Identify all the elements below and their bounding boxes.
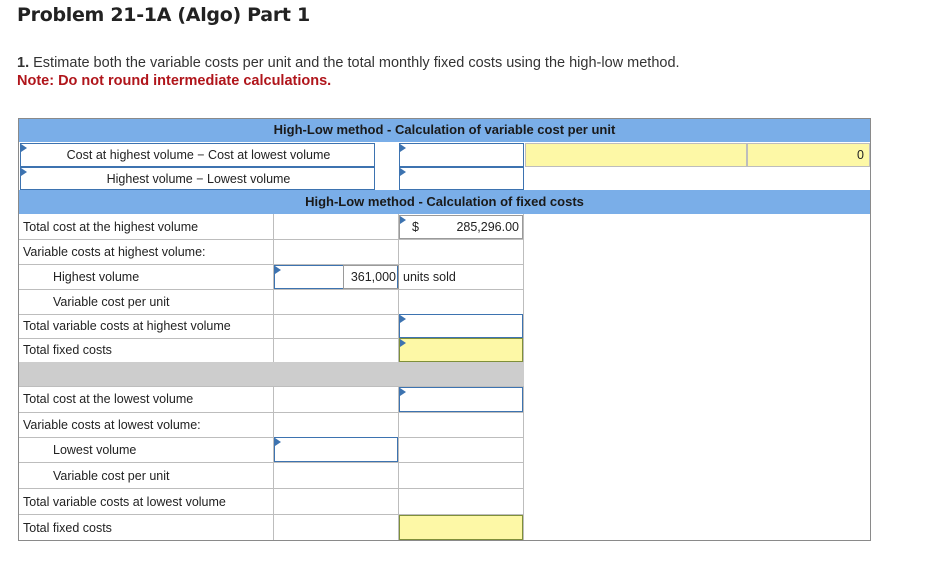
section-separator xyxy=(19,362,524,386)
high-variable-costs-label: Variable costs at highest volume: xyxy=(23,245,206,259)
numerator-label: Cost at highest volume − Cost at lowest volume xyxy=(66,148,331,162)
low-fixed-costs-label: Total fixed costs xyxy=(23,521,112,535)
denominator-label: Highest volume − Lowest volume xyxy=(106,172,291,186)
low-total-cost-marker-icon xyxy=(400,388,406,396)
fixed-cost-header: High-Low method - Calculation of fixed costs xyxy=(19,190,870,214)
instruction-number: 1. xyxy=(17,55,30,71)
high-total-cost-cell xyxy=(399,215,523,239)
units-sold-label: units sold xyxy=(403,270,456,284)
denominator-label-field[interactable] xyxy=(20,167,375,190)
high-fixed-costs-marker-icon xyxy=(400,339,406,347)
instruction xyxy=(17,55,680,71)
high-total-cost-value: 285,296.00 xyxy=(456,220,519,234)
denominator-value-input[interactable] xyxy=(399,167,524,190)
low-total-cost-input[interactable] xyxy=(399,387,523,412)
high-fixed-costs-input[interactable] xyxy=(399,338,523,362)
high-low-worksheet xyxy=(18,118,871,541)
note-text: Note: Do not round intermediate calculations. xyxy=(17,73,332,89)
grid-divider xyxy=(19,289,524,290)
lowest-volume-label: Lowest volume xyxy=(53,443,137,457)
variable-cost-result: 0 xyxy=(747,143,870,167)
low-total-cost-label: Total cost at the lowest volume xyxy=(23,392,194,406)
page-title: Problem 21-1A (Algo) Part 1 xyxy=(17,4,310,26)
numerator-value-input[interactable] xyxy=(399,143,524,167)
grid-divider xyxy=(19,462,524,463)
grid-divider xyxy=(19,488,524,489)
grid-divider xyxy=(19,239,524,240)
currency-symbol: $ xyxy=(412,220,419,234)
result-label-cell[interactable] xyxy=(525,143,747,167)
highest-volume-label: Highest volume xyxy=(53,270,140,284)
highest-volume-cell xyxy=(343,265,399,289)
low-vc-per-unit-label: Variable cost per unit xyxy=(53,469,170,483)
instruction-text: Estimate both the variable costs per unit and the total monthly fixed costs using the high-low method. xyxy=(33,55,680,71)
lowest-volume-marker-icon xyxy=(275,438,281,446)
numerator-label-marker-icon xyxy=(21,144,27,152)
highest-volume-marker-icon xyxy=(275,266,281,274)
numerator-value-marker-icon xyxy=(400,144,406,152)
high-total-variable-marker-icon xyxy=(400,315,406,323)
high-total-variable-input[interactable] xyxy=(399,314,523,338)
low-variable-costs-label: Variable costs at lowest volume: xyxy=(23,418,201,432)
high-fixed-costs-label: Total fixed costs xyxy=(23,343,112,357)
high-total-cost-label: Total cost at the highest volume xyxy=(23,220,199,234)
low-fixed-costs-input[interactable] xyxy=(399,515,523,540)
numerator-label-field[interactable] xyxy=(20,143,375,167)
low-total-variable-label: Total variable costs at lowest volume xyxy=(23,495,226,509)
denominator-value-marker-icon xyxy=(400,168,406,176)
denominator-label-marker-icon xyxy=(21,168,27,176)
grid-divider xyxy=(19,264,524,265)
grid-divider xyxy=(19,437,524,438)
high-total-cost-marker-icon xyxy=(400,216,406,224)
highest-volume-value: 361,000 xyxy=(350,270,396,284)
variable-cost-header: High-Low method - Calculation of variable cost per unit xyxy=(19,119,870,142)
high-total-variable-label: Total variable costs at highest volume xyxy=(23,319,231,333)
grid-divider xyxy=(19,412,524,413)
lowest-volume-input[interactable] xyxy=(274,437,398,462)
high-vc-per-unit-label: Variable cost per unit xyxy=(53,295,170,309)
